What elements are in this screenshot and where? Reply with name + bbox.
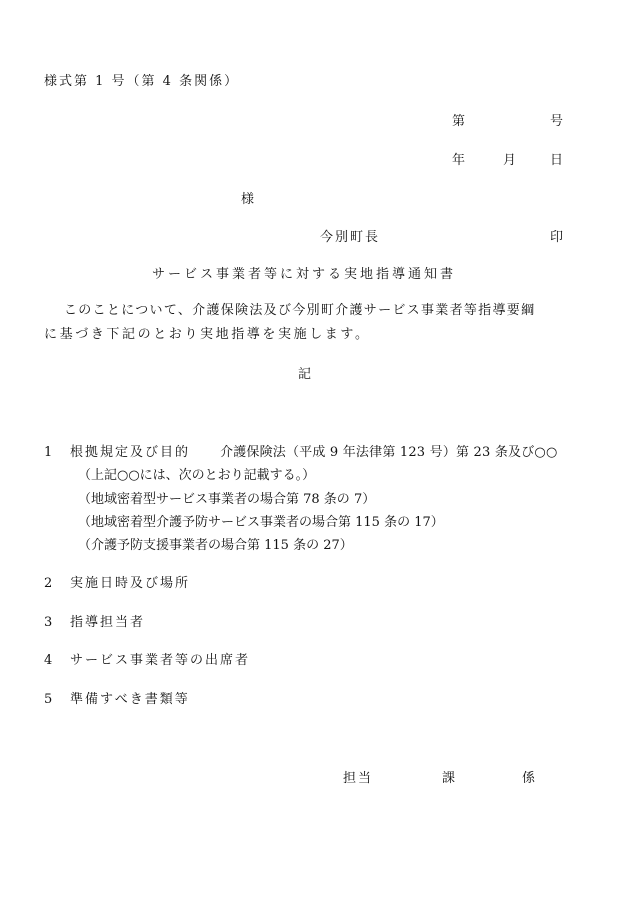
item-label: 指導担当者 [70, 615, 146, 630]
item-number: 2 [44, 576, 53, 591]
footer-kakari: 係 [522, 771, 536, 786]
footer-tanto: 担当 [343, 771, 374, 786]
date-year: 年 [452, 153, 466, 168]
item-value: 介護保険法（平成 9 年法律第 123 号）第 23 条及び○○ [220, 445, 558, 460]
item-note: （上記○○には、次のとおり記載する。） [78, 468, 316, 483]
doc-number-suffix: 号 [550, 114, 564, 129]
item-number: 3 [44, 615, 53, 630]
item-label: 実施日時及び場所 [70, 576, 191, 591]
document-title: サービス事業者等に対する実地指導通知書 [152, 267, 457, 282]
body-line-2: に基づき下記のとおり実地指導を実施します。 [44, 327, 371, 342]
date-month: 月 [503, 153, 517, 168]
item-label: サービス事業者等の出席者 [70, 653, 251, 668]
item-label: 準備すべき書類等 [70, 692, 190, 707]
seal-mark: 印 [550, 230, 564, 245]
item-note: （介護予防支援事業者の場合第 115 条の 27） [78, 538, 353, 553]
item-note: （地域密着型介護予防サービス事業者の場合第 115 条の 17） [78, 515, 444, 530]
item-number: 4 [44, 653, 53, 668]
item-note: （地域密着型サービス事業者の場合第 78 条の 7） [78, 492, 376, 507]
form-label: 様式第 1 号（第 4 条関係） [44, 74, 240, 89]
footer-ka: 課 [442, 771, 456, 786]
ki-heading: 記 [298, 367, 312, 382]
issuer-name: 今別町長 [320, 230, 381, 245]
item-number: 5 [44, 692, 53, 707]
addressee-suffix: 様 [241, 192, 255, 207]
date-day: 日 [550, 153, 564, 168]
doc-number-prefix: 第 [452, 114, 466, 129]
item-number: 1 [44, 445, 53, 460]
item-label: 根拠規定及び目的 [70, 445, 191, 460]
body-line-1: このことについて、介護保険法及び今別町介護サービス事業者等指導要綱 [64, 303, 536, 318]
